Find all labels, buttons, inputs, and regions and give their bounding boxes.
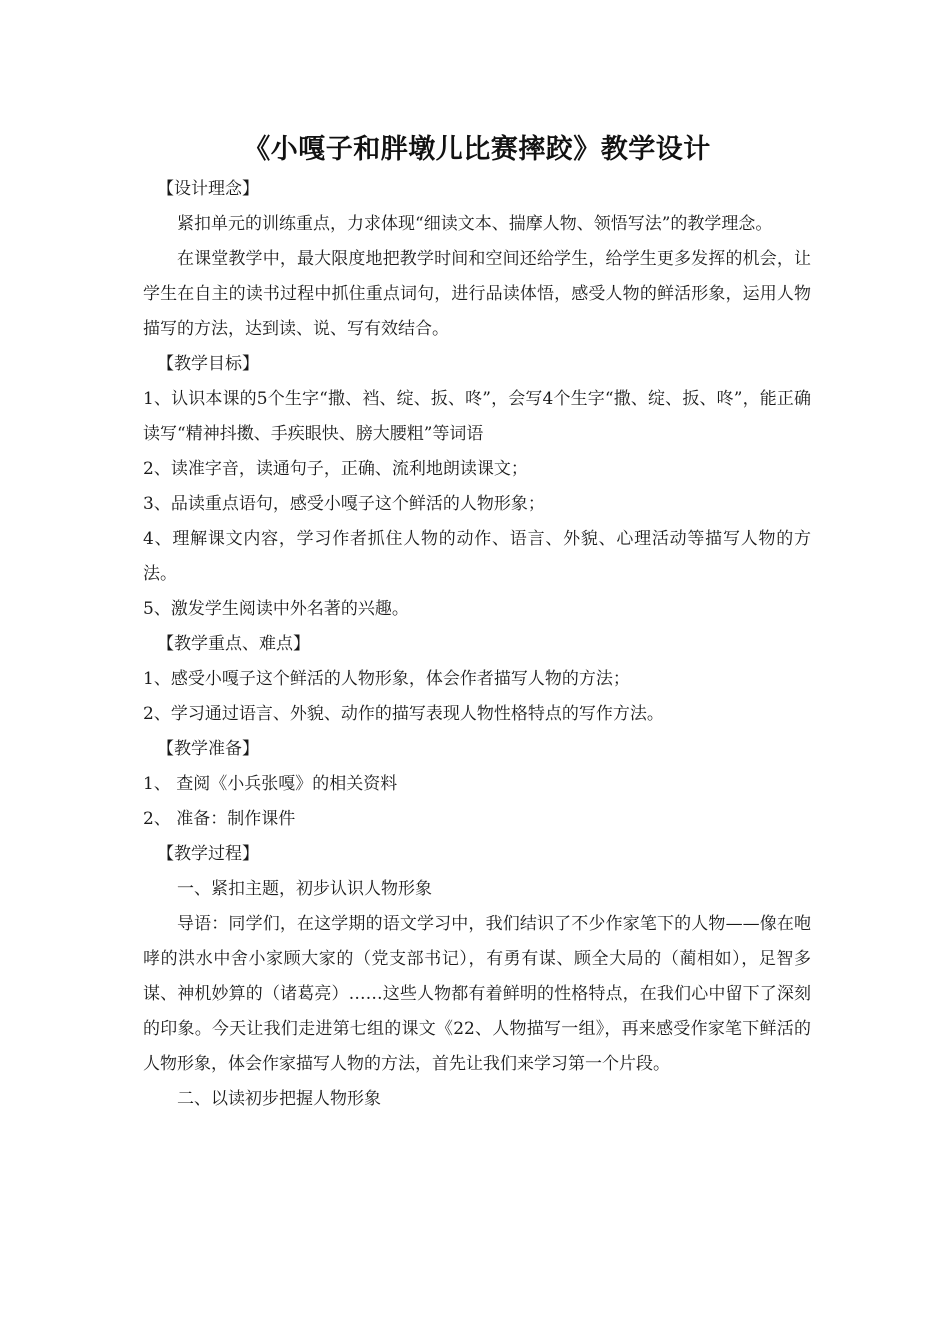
preparation-item: 1、 查阅《小兵张嘎》的相关资料	[143, 774, 398, 794]
preparation-heading: 【教学准备】	[157, 739, 259, 759]
key-points-heading: 【教学重点、难点】	[157, 634, 310, 654]
document-page	[143, 132, 811, 1117]
process-step-1: 一、紧扣主题，初步认识人物形象	[177, 879, 432, 899]
goals-heading: 【教学目标】	[157, 354, 259, 374]
process-step-2: 二、以读初步把握人物形象	[177, 1089, 381, 1109]
preparation-item: 2、 准备：制作课件	[143, 809, 296, 829]
goal-item: 2、读准字音，读通句子，正确、流利地朗读课文；	[143, 459, 528, 479]
document-title: 《小嘎子和胖墩儿比赛摔跤》教学设计	[243, 134, 711, 165]
intro-paragraph: 导语：同学们，在这学期的语文学习中，我们结识了不少作家笔下的人物——像在咆哮的洪水中舍小家顾大家的（党支部书记），有勇有谋、顾全大局的（蔺相如），足智多谋、神机妙算的（诸葛亮）……这些人物都有着鲜明的性格特点，在我们心中留下了深刻的印象。今天让我们走进第七组的课文《22、人物描写一组》，再来感受作家笔下鲜活的人物形象，体会作家描写人物的方法，首先让我们来学习第一个片段。	[143, 914, 811, 1074]
goal-item: 4、理解课文内容，学习作者抓住人物的动作、语言、外貌、心理活动等描写人物的方法。	[143, 529, 811, 584]
goal-item: 3、品读重点语句，感受小嘎子这个鲜活的人物形象；	[143, 494, 545, 514]
key-point-item: 1、感受小嘎子这个鲜活的人物形象，体会作者描写人物的方法；	[143, 669, 630, 689]
key-point-item: 2、学习通过语言、外貌、动作的描写表现人物性格特点的写作方法。	[143, 704, 664, 724]
concept-paragraph-2: 在课堂教学中，最大限度地把教学时间和空间还给学生，给学生更多发挥的机会，让学生在自主的读书过程中抓住重点词句，进行品读体悟，感受人物的鲜活形象，运用人物描写的方法，达到读、说、写有效结合。	[143, 249, 811, 339]
process-heading: 【教学过程】	[157, 844, 259, 864]
goal-item: 1、认识本课的5个生字“撒、裆、绽、扳、咚”，会写4个生字“撒、绽、扳、咚”，能正确读写“精神抖擞、手疾眼快、膀大腰粗”等词语	[143, 389, 811, 444]
goal-item: 5、激发学生阅读中外名著的兴趣。	[143, 599, 409, 619]
concept-paragraph-1: 紧扣单元的训练重点，力求体现“细读文本、揣摩人物、领悟写法”的教学理念。	[177, 214, 773, 234]
concept-heading: 【设计理念】	[157, 179, 259, 199]
